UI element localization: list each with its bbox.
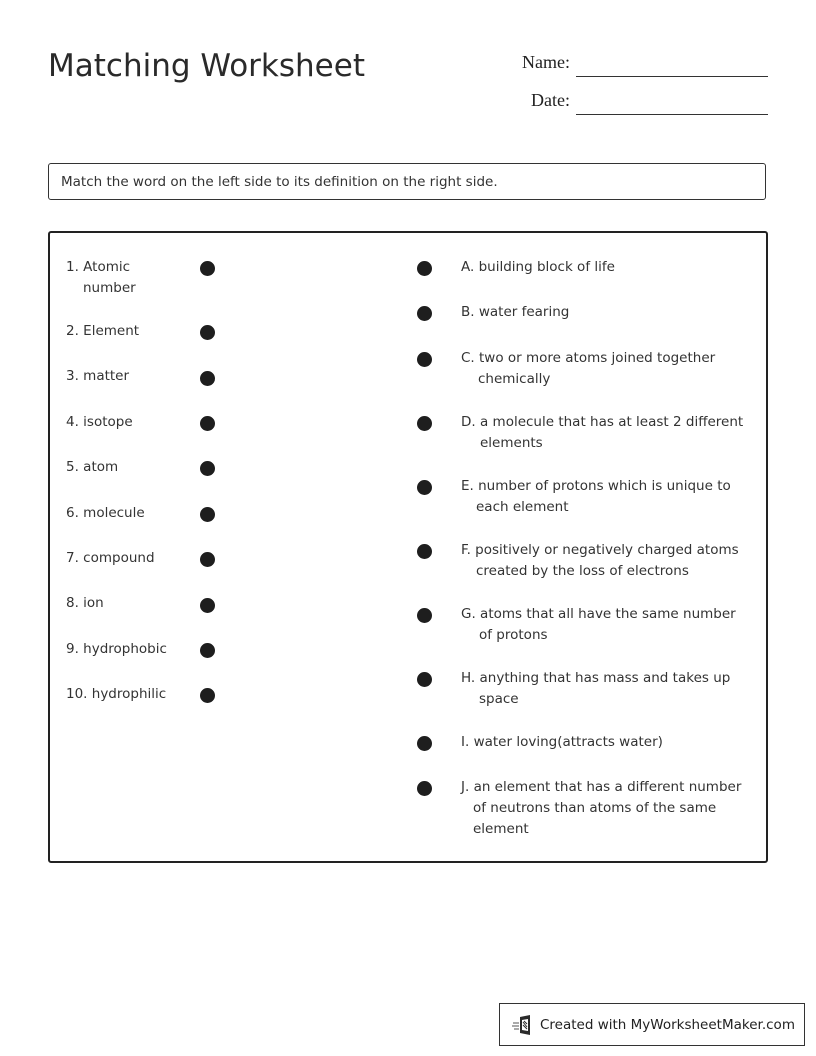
term-text: 8. ion [66,595,104,611]
definition-match-dot[interactable] [417,736,432,751]
term-text: 4. isotope [66,414,133,430]
term-text: 2. Element [66,323,140,339]
term-item [66,257,191,299]
term-text: 10. hydrophilic [66,686,167,702]
date-line[interactable] [576,114,768,115]
definition-text: B. water fearing [461,304,570,320]
name-label: Name: [522,52,570,72]
definition-text-cont: created by the loss of electrons [476,563,689,579]
definition-item [461,302,761,323]
definition-item [461,668,761,710]
term-item [66,503,191,524]
term-match-dot[interactable] [200,416,215,431]
term-item [66,412,191,433]
term-match-dot[interactable] [200,688,215,703]
instructions-box: Match the word on the left side to its definition on the right side. [48,163,766,200]
definition-text: C. two or more atoms joined together [461,350,716,366]
definition-match-dot[interactable] [417,608,432,623]
definition-text-cont: of protons [479,627,548,643]
definition-item [461,476,761,518]
term-match-dot[interactable] [200,461,215,476]
definition-text-cont: each element [476,499,569,515]
term-text: 5. atom [66,459,119,475]
definition-text: J. an element that has a different number [461,779,742,795]
definition-item [461,732,761,753]
definition-match-dot[interactable] [417,781,432,796]
definition-item [461,777,761,840]
definition-match-dot[interactable] [417,352,432,367]
definition-text-cont: elements [480,435,543,451]
term-item [66,593,191,614]
definition-text: D. a molecule that has at least 2 different [461,414,744,430]
definition-match-dot[interactable] [417,416,432,431]
definition-text-cont: chemically [478,371,551,387]
term-text: 7. compound [66,550,155,566]
definition-match-dot[interactable] [417,480,432,495]
definition-text: G. atoms that all have the same number [461,606,736,622]
definition-text-cont: space [479,691,519,707]
term-match-dot[interactable] [200,325,215,340]
term-match-dot[interactable] [200,507,215,522]
name-line[interactable] [576,76,768,77]
page-title: Matching Worksheet [48,48,365,84]
term-match-dot[interactable] [200,552,215,567]
worksheet-maker-logo-icon [512,1014,534,1036]
term-item [66,366,191,387]
term-item [66,321,191,342]
term-match-dot[interactable] [200,261,215,276]
term-text: 6. molecule [66,505,145,521]
definition-match-dot[interactable] [417,261,432,276]
definition-text-cont: of neutrons than atoms of the same [473,800,717,816]
term-text: 1. Atomic [66,259,131,275]
definition-item [461,412,761,454]
definition-item [461,348,761,390]
definition-match-dot[interactable] [417,544,432,559]
date-label: Date: [531,90,570,110]
footer-credit[interactable] [499,1003,805,1046]
definition-item [461,604,761,646]
definition-match-dot[interactable] [417,306,432,321]
definition-text: H. anything that has mass and takes up [461,670,731,686]
term-text: 9. hydrophobic [66,641,167,657]
term-match-dot[interactable] [200,371,215,386]
term-text: 3. matter [66,368,130,384]
definition-text: A. building block of life [461,259,615,275]
term-item [66,684,191,705]
definition-item [461,257,761,278]
definition-text: I. water loving(attracts water) [461,734,663,750]
footer-text: Created with MyWorksheetMaker.com [540,1016,795,1033]
definition-text: E. number of protons which is unique to [461,478,731,494]
definition-text: F. positively or negatively charged atoms [461,542,739,558]
term-item [66,548,191,569]
term-item [66,457,191,478]
definition-text-cont: element [473,821,529,837]
term-match-dot[interactable] [200,643,215,658]
term-match-dot[interactable] [200,598,215,613]
term-text-cont: number [83,280,136,296]
definition-match-dot[interactable] [417,672,432,687]
definition-item [461,540,761,582]
term-item [66,639,191,660]
